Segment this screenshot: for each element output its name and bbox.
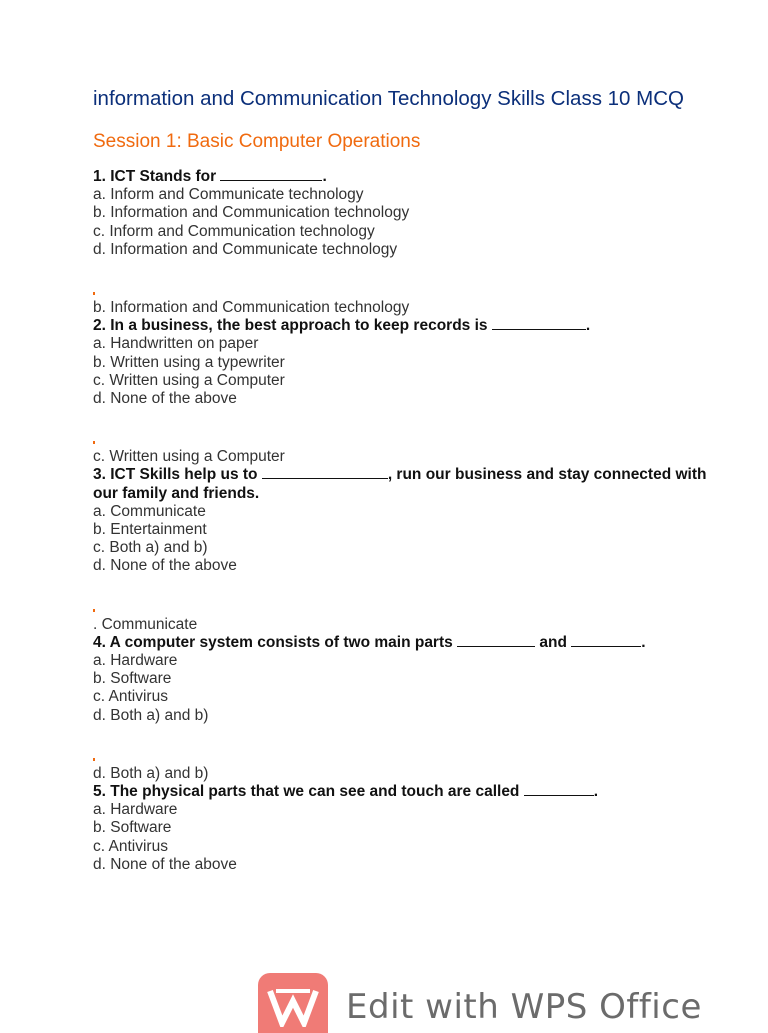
answer-spacer — [93, 408, 713, 448]
question-text — [93, 783, 713, 801]
answer-marker — [93, 758, 95, 761]
wps-logo-icon — [258, 973, 328, 1033]
answer-spacer — [93, 725, 713, 765]
question-text — [93, 168, 713, 186]
answer-spacer — [93, 576, 713, 616]
option: b. Information and Communication technology — [93, 204, 410, 222]
answer-text: . Communicate — [93, 615, 198, 633]
option: d. None of the above — [93, 557, 237, 575]
question-list — [93, 168, 713, 874]
question-text — [93, 634, 713, 652]
answer-blank — [220, 168, 322, 181]
document-page — [93, 86, 713, 874]
question-text-part: . — [641, 633, 646, 651]
question-block-5 — [93, 783, 713, 874]
wps-edit-label: Edit with WPS Office — [346, 987, 702, 1027]
option: c. Both a) and b) — [93, 539, 208, 557]
question-text-part: , run our business and stay connected with our family and friends. — [93, 466, 707, 502]
question-text-part: . — [322, 168, 327, 185]
session-heading: Session 1: Basic Computer Operations — [93, 131, 421, 152]
question-text-part: 4. A computer system consists of two main parts — [93, 633, 458, 651]
question-text-part: . — [593, 783, 599, 801]
option: c. Inform and Communication technology — [93, 222, 375, 240]
option: a. Handwritten on paper — [93, 335, 259, 353]
question-text-part: 5. The physical parts that we can see and touch are called — [93, 783, 524, 801]
question-block-4 — [93, 634, 713, 783]
option: d. Information and Communicate technology — [93, 240, 398, 258]
answer-marker — [93, 292, 95, 295]
option: b. Entertainment — [93, 521, 207, 539]
option: b. Written using a typewriter — [93, 353, 285, 371]
question-text-part: and — [535, 633, 572, 651]
answer-marker — [93, 609, 95, 612]
question-block-3 — [93, 466, 713, 633]
answer-blank — [262, 466, 388, 479]
answer-text: b. Information and Communication technology — [93, 299, 410, 317]
answer-text: d. Both a) and b) — [93, 764, 209, 782]
option: a. Hardware — [93, 652, 178, 670]
option: a. Communicate — [93, 502, 206, 520]
answer-text: c. Written using a Computer — [93, 448, 285, 466]
question-text-part: 3. ICT Skills help us to — [93, 466, 262, 484]
option: a. Inform and Communicate technology — [93, 186, 364, 204]
option: c. Antivirus — [93, 688, 168, 706]
question-text-part: 2. In a business, the best approach to keep records is — [93, 317, 492, 335]
answer-spacer — [93, 259, 713, 299]
answer-blank — [524, 783, 594, 796]
option: d. Both a) and b) — [93, 706, 209, 724]
option: d. None of the above — [93, 390, 237, 408]
answer-blank — [492, 317, 586, 330]
document-title: information and Communication Technology Skills Class 10 MCQ — [93, 87, 684, 110]
question-text — [93, 466, 713, 502]
option: d. None of the above — [93, 855, 237, 873]
answer-blank — [457, 634, 535, 647]
question-block-1 — [93, 168, 713, 317]
question-block-2 — [93, 317, 713, 466]
option: a. Hardware — [93, 801, 178, 819]
option: c. Antivirus — [93, 837, 168, 855]
question-text-part: 1. ICT Stands for — [93, 168, 221, 185]
question-text — [93, 317, 713, 335]
option: c. Written using a Computer — [93, 371, 285, 389]
answer-blank — [571, 634, 641, 647]
question-text-part: . — [585, 317, 591, 335]
wps-w-glyph — [266, 987, 320, 1027]
answer-marker — [93, 441, 95, 444]
option: b. Software — [93, 819, 172, 837]
option: b. Software — [93, 670, 172, 688]
wps-watermark[interactable] — [258, 973, 702, 1033]
